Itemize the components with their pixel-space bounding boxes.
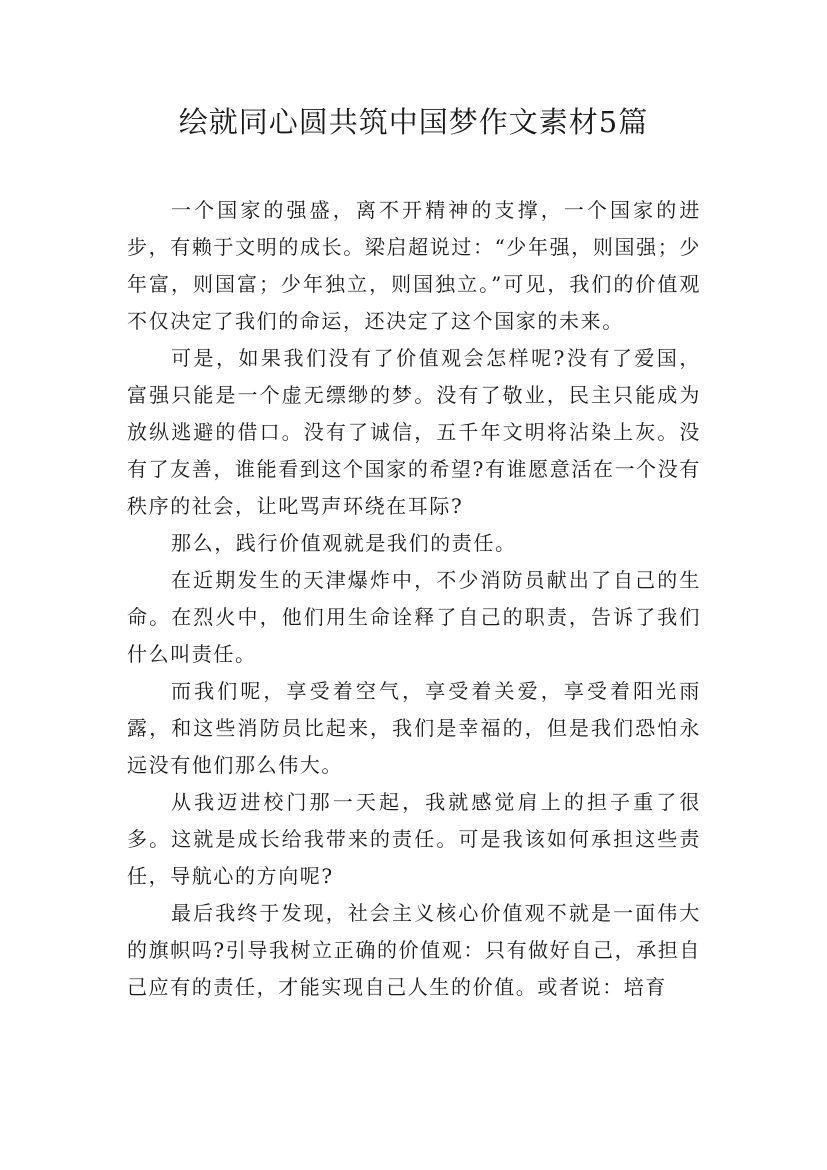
paragraph: 可是，如果我们没有了价值观会怎样呢?没有了爱国，富强只能是一个虚无缥缈的梦。没有了敬业，民主只能成为放纵逃避的借口。没有了诚信，五千年文明将沾染上灰。没有了友善，谁能看到这个国家的希望?有谁愿意活在一个没有秩序的社会，让叱骂声环绕在耳际?: [127, 346, 701, 518]
paragraph: 在近期发生的天津爆炸中，不少消防员献出了自己的生命。在烈火中，他们用生命诠释了自己的职责，告诉了我们什么叫责任。: [127, 568, 701, 666]
document-title: 绘就同心圆共筑中国梦作文素材5篇: [178, 105, 649, 139]
paragraph: 那么，践行价值观就是我们的责任。: [171, 531, 517, 555]
paragraph: 从我迈进校门那一天起，我就感觉肩上的担子重了很多。这就是成长给我带来的责任。可是我该如何承担这些责任，导航心的方向呢?: [127, 790, 701, 888]
paragraph: 而我们呢，享受着空气，享受着关爱，享受着阳光雨露，和这些消防员比起来，我们是幸福的，但是我们恐怕永远没有他们那么伟大。: [127, 679, 701, 777]
paragraph: 一个国家的强盛，离不开精神的支撑，一个国家的进步，有赖于文明的成长。梁启超说过：“少年强，则国强；少年富，则国富；少年独立，则国独立。”可见，我们的价值观不仅决定了我们的命运，还决定了这个国家的未来。: [127, 198, 701, 333]
document-body: [127, 192, 701, 1006]
paragraph: 最后我终于发现，社会主义核心价值观不就是一面伟大的旗帜吗?引导我树立正确的价值观：只有做好自己，承担自己应有的责任，才能实现自己人生的价值。或者说：培育: [127, 901, 701, 999]
